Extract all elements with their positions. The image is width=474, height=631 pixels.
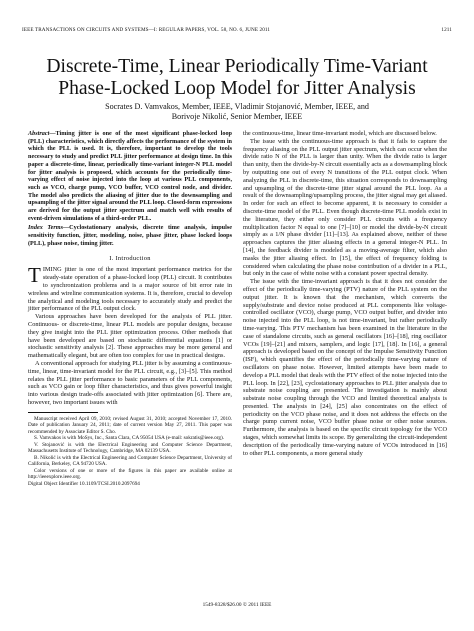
drop-cap: T: [28, 263, 41, 288]
footnote-author-stojanovic: V. Stojanović is with the Electrical Engineering and Computer Science Department, Massachusetts Institute of Technology, Cambridge, MA 02139 USA.: [28, 441, 232, 455]
title-line-2: Phase-Locked Loop Model for Jitter Analysis: [58, 78, 416, 99]
running-header: [22, 27, 452, 36]
index-terms-text: Cyclostationary analysis, discrete time analysis, impulse sensitivity function, jitter, modeling, noise, phase jitter, phase locked loops (PLL), phase noise, timing jitter.: [28, 224, 232, 247]
abstract-label: Abstract—: [28, 130, 56, 137]
intro-paragraph-1-text: IMING jitter is one of the most important performance metrics for the steady-state operation of a phase-locked loop (PLL) circuit. It contributes to synchronization problems and is a major source of bit error rate in wireless and wireline communication systems. It is, therefore, crucial to develop the analytical and modeling tools necessary to accurately study and predict the jitter performance of the PLL output clock.: [28, 266, 232, 313]
intro-paragraph-1: [28, 263, 232, 313]
footnote-doi: Digital Object Identifier 10.1109/TCSI.2010.2097694: [28, 480, 140, 487]
right-paragraph-2: The issue with the continuous-time approach is that it fails to capture the frequency aliasing on the PLL output jitter spectrum, which can occur when the divide ratio N of the PLL is larger than unity. When the divide ratio is larger than unity, then the divide-by-N circuit essentially acts as a downsampling block by outputting one out of every N transitions of the PLL output clock. When analyzing the PLL in discrete-time, this situation corresponds to downsampling and upsampling of the discrete-time jitter signal around the PLL loop. As a result of the downsampling/upsampling process, the jitter signal may get aliased. In order for such an effect to become apparent, it is necessary to consider a discrete-time model of the PLL. Even though discrete-time PLL models exist in the literature, they either only consider PLL circuits with a frequency multiplication factor N equal to one [7]–[10] or model the divide-by-N circuit simply as a 1/N phase divider [11]–[13]. As explained above, neither of these approaches captures the jitter aliasing effects in a general integer-N PLL. In [14], the feedback divider is modeled as a moving-average filter, which also masks the jitter aliasing effect. In [15], the effect of frequency folding is considered when calculating the phase noise contribution of a divider in a PLL, but only in the case of white noise with a constant power spectral density.: [243, 137, 447, 278]
authors-line-1: Socrates D. Vamvakos, Member, IEEE, Vladimir Stojanović, Member, IEEE, and: [105, 102, 369, 111]
journal-header: IEEE TRANSACTIONS ON CIRCUITS AND SYSTEMS—I: REGULAR PAPERS, VOL. 58, NO. 6, JUNE 2011: [22, 27, 271, 33]
footnote-author-nikolic: B. Nikolić is with the Electrical Engineering and Computer Science Department, University of California, Berkeley, CA 94720 USA.: [28, 454, 232, 468]
author-list: [20, 102, 454, 122]
intro-paragraph-2: Various approaches have been developed for the analysis of PLL jitter. Continuous- or discrete-time, linear PLL models are popular designs, because they give insight into the PLL jitter optimization process. Other methods that have been developed are based on stochastic differential equations [1] or stochastic sensitivity analysis [2]. These approaches may be more general and mathematically elegant, but are often too complex for use in practical designs.: [28, 313, 232, 360]
abstract: [28, 130, 232, 222]
left-column: [28, 130, 232, 487]
footnote-author-vamvakos: S. Vamvakos is with MoSys, Inc., Santa Clara, CA 95054 USA (e-mail: sokratis@ieee.org).: [34, 435, 225, 442]
abstract-text: Timing jitter is one of the most significant phase-locked loop (PLL) characteristics, which directly affects the performance of the system in which the PLL is used. It is, therefore, important to develop the tools necessary to study and predict PLL jitter performance at design time. In this paper a discrete-time, linear, periodically time-variant integer-N PLL model for jitter analysis is proposed, which accounts for the periodically time-varying effect of noise injected into the loop at various PLL components, such as VCO, charge pump, VCO buffer, VCO control node, and divider. The model also predicts the aliasing of jitter due to the downsampling and upsampling of the jitter signal around the PLL loop. Closed-form expressions are derived for the output jitter spectrum and match well with results of event-driven simulations of a third-order PLL.: [28, 130, 232, 222]
right-column: [243, 130, 447, 457]
section-heading-introduction: I. Introduction: [109, 254, 151, 262]
copyright-footer: 1549-8328/$26.00 © 2011 IEEE: [202, 602, 272, 608]
right-paragraph-1: the continuous-time, linear time-invariant model, which are discussed below.: [243, 130, 437, 137]
footnote-color-versions: Color versions of one or more of the figures in this paper are available online at http://ieeexplore.ieee.org.: [28, 467, 232, 481]
introduction-body: [28, 263, 232, 406]
index-terms: [28, 224, 232, 247]
page-number: 1211: [441, 27, 452, 33]
right-paragraph-3: The issue with the time-invariant approach is that it does not consider the effect of the periodically time-varying (PTV) nature of the PLL system on the output jitter. It is known that the mechanism, which converts the supply/substrate and device noise produced at PLL components like voltage-controlled oscillator (VCO), charge pump, VCO output buffer, and divider into noise injected into the PLL loop, is not time-invariant, but rather periodically time-varying. This PTV mechanism has been examined in the literature in the case of standalone circuits, such as general oscillators [16]–[18], ring oscillator VCOs [19]–[21] and mixers, samplers, and logic [17], [18]. In [16], a general approach is developed based on the concept of the Impulse Sensitivity Function (ISF), which quantifies the effect of the periodically time-varying nature of oscillators on phase noise. However, limited attempts have been made to develop a PLL model that deals with the PTV effect of the noise injected into the PLL loop. In [22], [23], cyclostationary approaches to PLL jitter analysis due to substrate noise coupling are presented. The investigation is mainly about substrate noise coupling through the VCO and limited theoretical analysis is presented. The analysis in [24], [25] also concentrates on the effect of periodicity on the VCO phase noise, and it does not address the effects on the charge pump current noise, VCO buffer phase noise or other noise sources. Furthermore, the analysis is based on the specific circuit topology for the VCO stages, which somewhat limits its scope. By generalizing the circuit-independent description of the periodically time-varying nature of VCOs introduced in [16] to other PLL components, a more general study: [243, 278, 447, 457]
authors-line-2: Borivoje Nikolić, Senior Member, IEEE: [171, 112, 303, 121]
paper-title: [20, 56, 454, 100]
index-terms-label: Index Terms—: [28, 224, 70, 232]
footnotes: [28, 416, 232, 488]
footnote-divider: [28, 412, 98, 413]
title-line-1: Discrete-Time, Linear Periodically Time-Variant: [46, 56, 428, 77]
footnote-manuscript: Manuscript received April 09, 2010; revised August 31, 2010; accepted November 17, 2010. Date of publication January 24, 2011; date of current version May 27, 2011. This paper was recommended by Associate Editor S. Cho.: [28, 415, 232, 435]
intro-paragraph-3: A conventional approach for studying PLL jitter is by assuming a continuous-time, linear, time-invariant model for the PLL circuit, e.g., [3]–[5]. This method relates the PLL jitter performance to basic parameters of the PLL components, such as VCO gain or loop filter characteristics, and thus gives powerful insight into various design trade-offs associated with jitter optimization [6]. There are, however, two important issues with: [28, 359, 232, 406]
